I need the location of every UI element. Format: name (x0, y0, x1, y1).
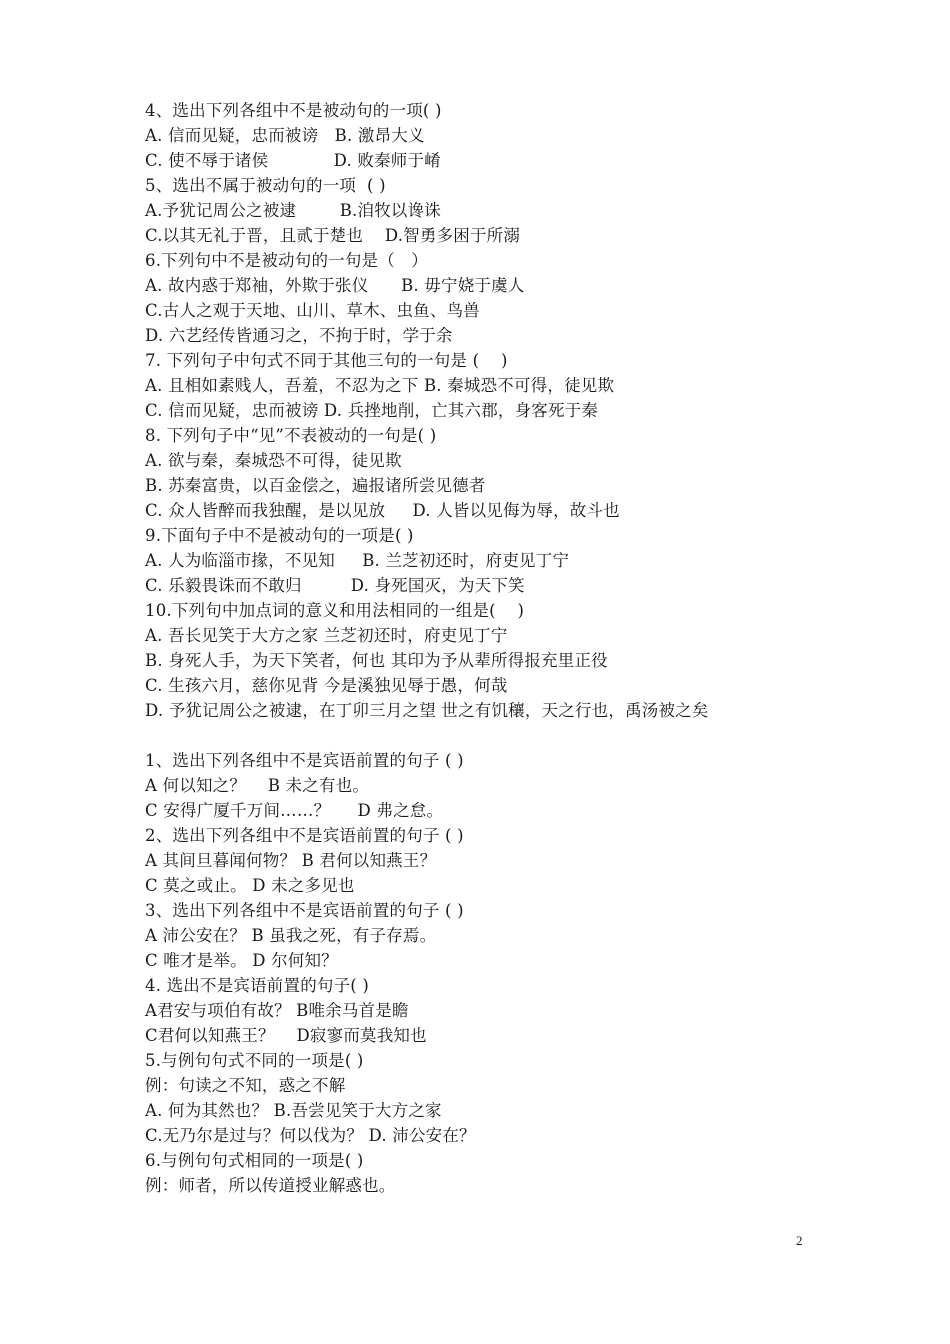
text-line: A. 且相如素贱人，吾羞，不忍为之下 B. 秦城恐不可得，徒见欺 (145, 376, 615, 395)
text-line: A. 吾长见笑于大方之家 兰芝初还时，府吏见丁宁 (145, 626, 508, 645)
text-line: A 沛公安在？ B 虽我之死，有子存焉。 (145, 926, 437, 945)
text-line: 8. 下列句子中“见”不表被动的一句是( ) (145, 426, 437, 445)
text-line: B. 苏秦富贵，以百金偿之，遍报诸所尝见德者 (145, 476, 486, 495)
text-line: C. 信而见疑，忠而被谤 D. 兵挫地削，亡其六郡，身客死于秦 (145, 401, 599, 420)
text-line: C. 使不辱于诸侯 D. 败秦师于崤 (145, 151, 441, 170)
text-line: 4、选出下列各组中不是被动句的一项( ) (145, 101, 442, 120)
text-line: C 唯才是举。 D 尔何知？ (145, 951, 338, 970)
text-line: C.以其无礼于晋，且贰于楚也 D.智勇多困于所溺 (145, 226, 521, 245)
text-line: A. 人为临淄市掾，不见知 B. 兰芝初还时，府吏见丁宁 (145, 551, 570, 570)
text-line: A. 故内惑于郑袖，外欺于张仪 B. 毋宁娆于虞人 (145, 276, 525, 295)
text-line: C 莫之或止。 D 未之多见也 (145, 876, 355, 895)
text-line: C君何以知燕王？ D寂寥而莫我知也 (145, 1026, 427, 1045)
text-line: 例：师者，所以传道授业解惑也。 (145, 1176, 396, 1195)
text-line: A. 欲与秦，秦城恐不可得，徒见欺 (145, 451, 402, 470)
text-line: 1、选出下列各组中不是宾语前置的句子 ( ) (145, 751, 464, 770)
text-line: 9.下面句子中不是被动句的一项是( ) (145, 526, 414, 545)
text-line: A.予犹记周公之被逮 B.洎牧以谗诛 (145, 201, 441, 220)
text-line: 6.与例句句式相同的一项是( ) (145, 1151, 364, 1170)
text-line: A. 何为其然也？ B.吾尝见笑于大方之家 (145, 1101, 442, 1120)
text-line: C 安得广厦千万间……？ D 弗之怠。 (145, 801, 444, 820)
text-line: D. 六艺经传皆通习之，不拘于时，学于余 (145, 326, 453, 345)
text-line: 10.下列句中加点词的意义和用法相同的一组是( ) (145, 601, 525, 620)
text-line: C. 生孩六月，慈你见背 今是溪独见辱于愚，何哉 (145, 676, 508, 695)
text-line: C. 乐毅畏诛而不敢归 D. 身死国灭，为天下笑 (145, 576, 525, 595)
question-list (145, 98, 845, 1198)
text-line: 7. 下列句子中句式不同于其他三句的一句是 ( ) (145, 351, 508, 370)
text-line: C.古人之观于天地、山川、草木、虫鱼、鸟兽 (145, 301, 480, 320)
text-line: 5、选出不属于被动句的一项 ( ) (145, 176, 386, 195)
text-line: A. 信而见疑，忠而被谤 B. 激昂大义 (145, 126, 425, 145)
text-line: D. 予犹记周公之被逮，在丁卯三月之望 世之有饥穰，天之行也，禹汤被之矣 (145, 701, 709, 720)
text-line: 3、选出下列各组中不是宾语前置的句子 ( ) (145, 901, 464, 920)
section-gap (145, 723, 845, 748)
text-line: 4. 选出不是宾语前置的句子( ) (145, 976, 370, 995)
text-line: C.无乃尔是过与？何以伐为？ D. 沛公安在？ (145, 1126, 476, 1145)
text-line: A 其间旦暮闻何物？ B 君何以知燕王？ (145, 851, 437, 870)
text-line: C. 众人皆醉而我独醒，是以见放 D. 人皆以见侮为辱，故斗也 (145, 501, 620, 520)
text-line: 5.与例句句式不同的一项是( ) (145, 1051, 364, 1070)
page-number: 2 (796, 1233, 803, 1248)
text-line: 例：句读之不知，惑之不解 (145, 1076, 346, 1095)
text-line: 2、选出下列各组中不是宾语前置的句子 ( ) (145, 826, 464, 845)
text-line: A 何以知之？ B 未之有也。 (145, 776, 370, 795)
text-line: A君安与项伯有故？ B唯余马首是瞻 (145, 1001, 409, 1020)
text-line: 6.下列句中不是被动句的一句是（ ） (145, 251, 428, 270)
text-line: B. 身死人手，为天下笑者，何也 其印为予从辈所得报充里正役 (145, 651, 608, 670)
